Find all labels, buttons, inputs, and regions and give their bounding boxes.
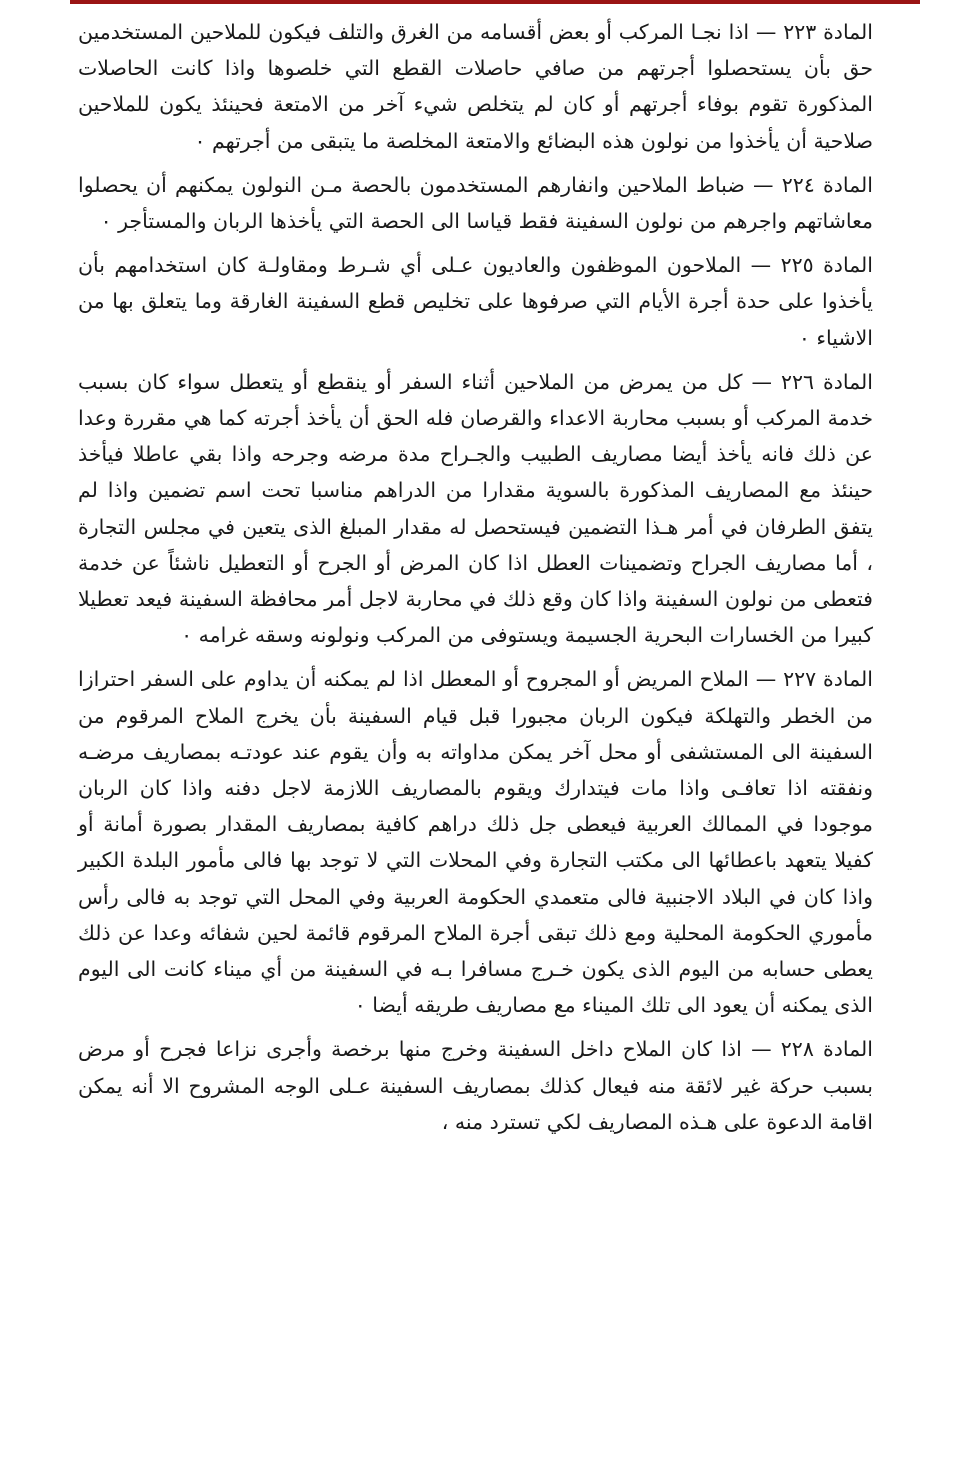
article-228-heading: المادة ٢٢٨ — <box>751 1037 873 1062</box>
article-226-body <box>78 364 873 654</box>
document-page <box>78 14 873 1148</box>
article-226-heading: المادة ٢٢٦ — <box>751 369 873 394</box>
article-228 <box>78 1031 873 1140</box>
article-225-body <box>78 247 873 356</box>
article-223-text: اذا نجـا المركب أو بعض أقسامه من الغرق والتلف فيكون للملاحين المستخدمين حق بأن يستحصلوا أجرتهم من صافي حاصلات القطع التي خلصوها واذا كانت الحاصلات المذكورة تقوم بوفاء أجرتهم أو كان لم يتخلص شيء آخر من الامتعة فحينئذ يكون للملاحين صلاحية أن يأخذوا من نولون هذه البضائع والامتعة المخلصة ما يتبقى من أجرتهم ٠ <box>78 20 873 153</box>
article-224-text: ضباط الملاحين وانفارهم المستخدمون بالحصة مـن النولون يمكنهم أن يحصلوا معاشاتهم واجرهم من نولون السفينة فقط قياسا الى الحصة التي يأخذها الربان والمستأجر ٠ <box>78 172 873 234</box>
article-224-body <box>78 167 873 239</box>
article-227 <box>78 661 873 1023</box>
article-224 <box>78 167 873 239</box>
article-225 <box>78 247 873 356</box>
article-228-body <box>78 1031 873 1140</box>
article-226 <box>78 364 873 654</box>
article-223 <box>78 14 873 159</box>
article-227-body <box>78 661 873 1023</box>
article-226-text: كل من يمرض من الملاحين أثناء السفر أو ينقطع أو يتعطل سواء كان بسبب خدمة المركب أو بسبب محاربة الاعداء والقرصان فله الحق أن يأخذ أجرته كما هي مقررة وعدا عن ذلك فانه يأخذ أيضا مصاريف الطبيب والجـراح مدة مرضه وجرحه واذا بقي عاطلا فيأخذ حينئذ مع المصاريف المذكورة بالسوية مقدارا من الدراهم مناسبا تحت اسم تضمين واذا لم يتفق الطرفان في أمر هـذا التضمين فيستحصل له مقدار المبلغ الذى يتعين في مجلس التجارة ، أما مصاريف الجراح وتضمينات العطل اذا كان المرض أو الجرح أو التعطيل ناشئاً عن خدمة فتعطى من نولون السفينة واذا كان وقع ذلك في محاربة لاجل أمر محافظة السفينة فيعد تعطيلا كبيرا من الخسارات البحرية الجسيمة ويستوفى من المركب ونولونه وسقه غرامه ٠ <box>78 369 873 648</box>
article-228-text: اذا كان الملاح داخل السفينة وخرج منها برخصة وأجرى نزاعا فجرح أو مرض بسبب حركة غير لائقة منه فيعال كذلك بمصاريف السفينة عـلى الوجه المشروح الا أنه يمكن اقامة الدعوة على هـذه المصاريف لكي تسترد منه ، <box>78 1037 873 1134</box>
article-224-heading: المادة ٢٢٤ — <box>753 172 873 197</box>
article-227-heading: المادة ٢٢٧ — <box>755 667 873 692</box>
article-227-text: الملاح المريض أو المجروح أو المعطل اذا لم يمكنه أن يداوم على السفر احترازا من الخطر والتهلكة فيكون الربان مجبورا قبل قيام السفينة بأن يخرج الملاح المرقوم من السفينة الى المستشفى أو محل آخر يمكن مداواته به وأن يقوم عند عودتـه بمصاريف مرضـه ونفقته اذا تعافـى واذا مات فيتدارك ويقوم بالمصاريف اللازمة لاجل دفنه واذا كان الربان موجودا في الممالك العربية فيعطى جل ذلك دراهم كافية بمصاريف المقدار بصورة أمانة أو كفيلا يتعهد باعطائها الى مكتب التجارة وفي المحلات التي لا توجد بها فالى مأمور البلدة الكبير واذا كان في البلاد الاجنبية فالى متعمدي الحكومة العربية وفي المحل التي توجد به فالى رأس مأموري الحكومة المحلية ومع ذلك تبقى أجرة الملاح المرقوم قائمة لحين شفائه وعدا عن ذلك يعطى حسابه من اليوم الذى يكون خـرج مسافرا بـه في السفينة من أي ميناء كانت الى اليوم الذى يمكنه أن يعود الى تلك الميناء مع مصاريف طريقه أيضا ٠ <box>78 667 873 1018</box>
article-225-heading: المادة ٢٢٥ — <box>750 253 873 278</box>
top-border-rule <box>70 0 920 4</box>
article-223-heading: المادة ٢٢٣ — <box>755 20 873 44</box>
article-223-body <box>78 14 873 159</box>
article-225-text: الملاحون الموظفون والعاديون عـلى أي شـرط ومقاولـة كان استخدامهم بأن يأخذوا على حدة أجرة الأيام التي صرفوها على تخليص قطع السفينة الغارقة وما يتعلق بها من الاشياء ٠ <box>78 253 873 350</box>
